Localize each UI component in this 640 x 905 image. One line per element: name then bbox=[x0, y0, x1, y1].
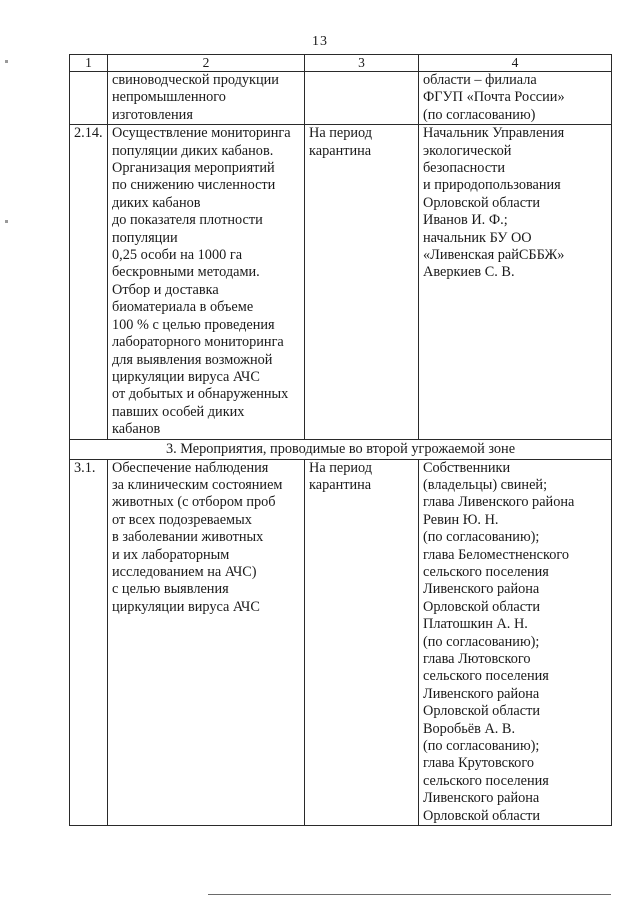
cell-line: изготовления bbox=[112, 106, 193, 123]
table-row-2-14 bbox=[70, 125, 612, 439]
page-number: 13 bbox=[312, 34, 328, 49]
table-header-row bbox=[70, 55, 612, 72]
cell-line: сельского поселения bbox=[423, 563, 549, 580]
cell-line: и природопользования bbox=[423, 177, 561, 194]
responsible-cell bbox=[419, 459, 612, 826]
cell-line: Орловской области bbox=[423, 807, 540, 824]
cell-line: для выявления возможной bbox=[112, 351, 273, 368]
cell-line: и их лабораторным bbox=[112, 546, 230, 563]
section-title: 3. Мероприятия, проводимые во второй угрожаемой зоне bbox=[70, 439, 612, 459]
cell-line: Иванов И. Ф.; bbox=[423, 212, 508, 229]
cell-line: Орловской области bbox=[423, 194, 540, 211]
cell-line: сельского поселения bbox=[423, 772, 549, 789]
cell-line: Орловской области bbox=[423, 598, 540, 615]
cell-line: Аверкиев С. В. bbox=[423, 264, 515, 281]
cell-line: лабораторного мониторинга bbox=[112, 334, 284, 351]
cell-line: Ливенского района bbox=[423, 790, 540, 807]
cell-line: Платошкин А. Н. bbox=[423, 616, 528, 633]
cell-line: непромышленного bbox=[112, 89, 226, 106]
header-cell-4: 4 bbox=[419, 55, 612, 72]
cell-line: бескровными методами. bbox=[112, 264, 260, 281]
cell-line: (по согласованию); bbox=[423, 529, 540, 546]
cell-line: глава Крутовского bbox=[423, 755, 534, 772]
cell-line: циркуляции вируса АЧС bbox=[112, 368, 260, 385]
period-cell bbox=[305, 459, 419, 826]
measures-table bbox=[69, 54, 612, 826]
header-cell-1: 1 bbox=[70, 55, 108, 72]
cell-line: сельского поселения bbox=[423, 668, 549, 685]
measure-cell bbox=[108, 72, 305, 125]
row-number bbox=[70, 72, 108, 125]
scan-artifact bbox=[5, 220, 8, 223]
cell-line: кабанов bbox=[112, 421, 161, 438]
cell-line: исследованием на АЧС) bbox=[112, 563, 257, 580]
row-number: 2.14. bbox=[70, 125, 108, 439]
cell-line: карантина bbox=[309, 476, 372, 493]
cell-line: Организация мероприятий bbox=[112, 160, 275, 177]
header-cell-3: 3 bbox=[305, 55, 419, 72]
cell-line: карантина bbox=[309, 142, 372, 159]
cell-line: от добытых и обнаруженных bbox=[112, 386, 289, 403]
cell-line: популяции bbox=[112, 229, 178, 246]
cell-line: 0,25 особи на 1000 га bbox=[112, 247, 243, 264]
cell-line: экологической bbox=[423, 142, 512, 159]
cell-line: биоматериала в объеме bbox=[112, 299, 254, 316]
cell-line: Собственники bbox=[423, 459, 511, 476]
cell-line: за клиническим состоянием bbox=[112, 476, 283, 493]
cell-line: глава Лютовского bbox=[423, 651, 531, 667]
cell-line: Ливенского района bbox=[423, 685, 540, 702]
scan-artifact bbox=[5, 60, 8, 63]
cell-line: На период bbox=[309, 459, 373, 476]
section-row bbox=[70, 439, 612, 459]
cell-line: с целью выявления bbox=[112, 581, 229, 598]
measure-cell bbox=[108, 459, 305, 826]
responsible-cell bbox=[419, 125, 612, 439]
cell-line: Ревин Ю. Н. bbox=[423, 511, 499, 528]
cell-line: (по согласованию) bbox=[423, 106, 536, 123]
row-number: 3.1. bbox=[70, 459, 108, 826]
cell-line: Орловской области bbox=[423, 703, 540, 720]
cell-line: циркуляции вируса АЧС bbox=[112, 598, 260, 615]
period-cell bbox=[305, 72, 419, 125]
footer-rule bbox=[208, 894, 611, 895]
cell-line: по снижению численности bbox=[112, 177, 276, 194]
cell-line: свиноводческой продукции bbox=[112, 72, 279, 88]
table-row-3-1 bbox=[70, 459, 612, 826]
responsible-cell bbox=[419, 72, 612, 125]
header-cell-2: 2 bbox=[108, 55, 305, 72]
cell-line: Отбор и доставка bbox=[112, 281, 219, 298]
cell-line: «Ливенская райСББЖ» bbox=[423, 247, 565, 264]
cell-line: павших особей диких bbox=[112, 403, 245, 420]
cell-line: (владельцы) свиней; bbox=[423, 476, 548, 493]
cell-line: начальник БУ ОО bbox=[423, 229, 532, 246]
cell-line: Воробьёв А. В. bbox=[423, 720, 516, 737]
cell-line: Ливенского района bbox=[423, 581, 540, 598]
cell-line: до показателя плотности bbox=[112, 212, 263, 229]
cell-line: Начальник Управления bbox=[423, 125, 565, 142]
cell-line: от всех подозреваемых bbox=[112, 511, 252, 528]
cell-line: глава Беломестненского bbox=[423, 546, 570, 563]
cell-line: животных (с отбором проб bbox=[112, 494, 276, 511]
cell-line: безопасности bbox=[423, 160, 506, 177]
cell-line: ФГУП «Почта России» bbox=[423, 89, 565, 106]
cell-line: области – филиала bbox=[423, 72, 537, 88]
cell-line: 100 % с целью проведения bbox=[112, 316, 275, 333]
cell-line: популяции диких кабанов. bbox=[112, 142, 274, 159]
cell-line: Осуществление мониторинга bbox=[112, 125, 291, 142]
measure-cell bbox=[108, 125, 305, 439]
cell-line: диких кабанов bbox=[112, 194, 201, 211]
period-cell bbox=[305, 125, 419, 439]
cell-line: глава Ливенского района bbox=[423, 494, 575, 511]
cell-line: (по согласованию); bbox=[423, 738, 540, 755]
cell-line: (по согласованию); bbox=[423, 633, 540, 650]
cell-line: Обеспечение наблюдения bbox=[112, 459, 269, 476]
cell-line: в заболевании животных bbox=[112, 529, 264, 546]
cell-line: На период bbox=[309, 125, 373, 142]
table-row-continuation bbox=[70, 72, 612, 125]
